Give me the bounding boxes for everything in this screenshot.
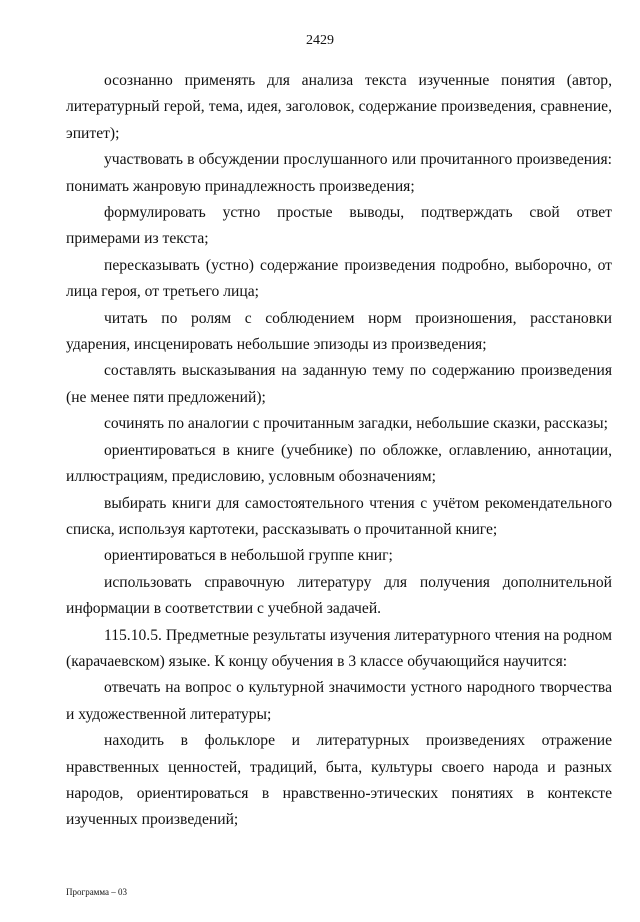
paragraph: сочинять по аналогии с прочитанным загадки, небольшие сказки, рассказы; (104, 415, 608, 433)
document-body (66, 68, 612, 834)
paragraph: составлять высказывания на заданную тему по содержанию произведения (не менее пяти предложений); (66, 362, 612, 406)
paragraph: находить в фольклоре и литературных произведениях отражение нравственных ценностей, традиций, быта, культуры своего народа и разных народов, ориентироваться в нравственно-этических понятиях в контексте изученных произведений; (66, 732, 612, 829)
page-number: 2429 (306, 33, 334, 48)
paragraph: ориентироваться в книге (учебнике) по обложке, оглавлению, аннотации, иллюстрациям, предисловию, условным обозначениям; (66, 441, 612, 486)
paragraph: отвечать на вопрос о культурной значимости устного народного творчества и художественной литературы; (66, 679, 612, 723)
paragraph: пересказывать (устно) содержание произведения подробно, выборочно, от лица героя, от третьего лица; (66, 256, 612, 301)
paragraph: использовать справочную литературу для получения дополнительной информации в соответствии с учебной задачей. (66, 573, 612, 618)
paragraph: выбирать книги для самостоятельного чтения с учётом рекомендательного списка, используя картотеки, рассказывать о прочитанной книге; (66, 494, 612, 538)
page-footer: Программа – 03 (66, 887, 128, 897)
paragraph: участвовать в обсуждении прослушанного или прочитанного произведения: понимать жанровую принадлежность произведения; (66, 151, 612, 195)
section-heading-paragraph: 115.10.5. Предметные результаты изучения литературного чтения на родном (карачаевском) языке. К концу обучения в 3 классе обучающийся научится: (66, 626, 612, 670)
paragraph: читать по ролям с соблюдением норм произношения, расстановки ударения, инсценировать небольшие эпизоды из произведения; (66, 309, 612, 354)
paragraph: осознанно применять для анализа текста изученные понятия (автор, литературный герой, тема, идея, заголовок, содержание произведения, сравнение, эпитет); (66, 72, 612, 142)
paragraph: ориентироваться в небольшой группе книг; (104, 547, 393, 565)
paragraph: формулировать устно простые выводы, подтверждать свой ответ примерами из текста; (66, 204, 612, 248)
